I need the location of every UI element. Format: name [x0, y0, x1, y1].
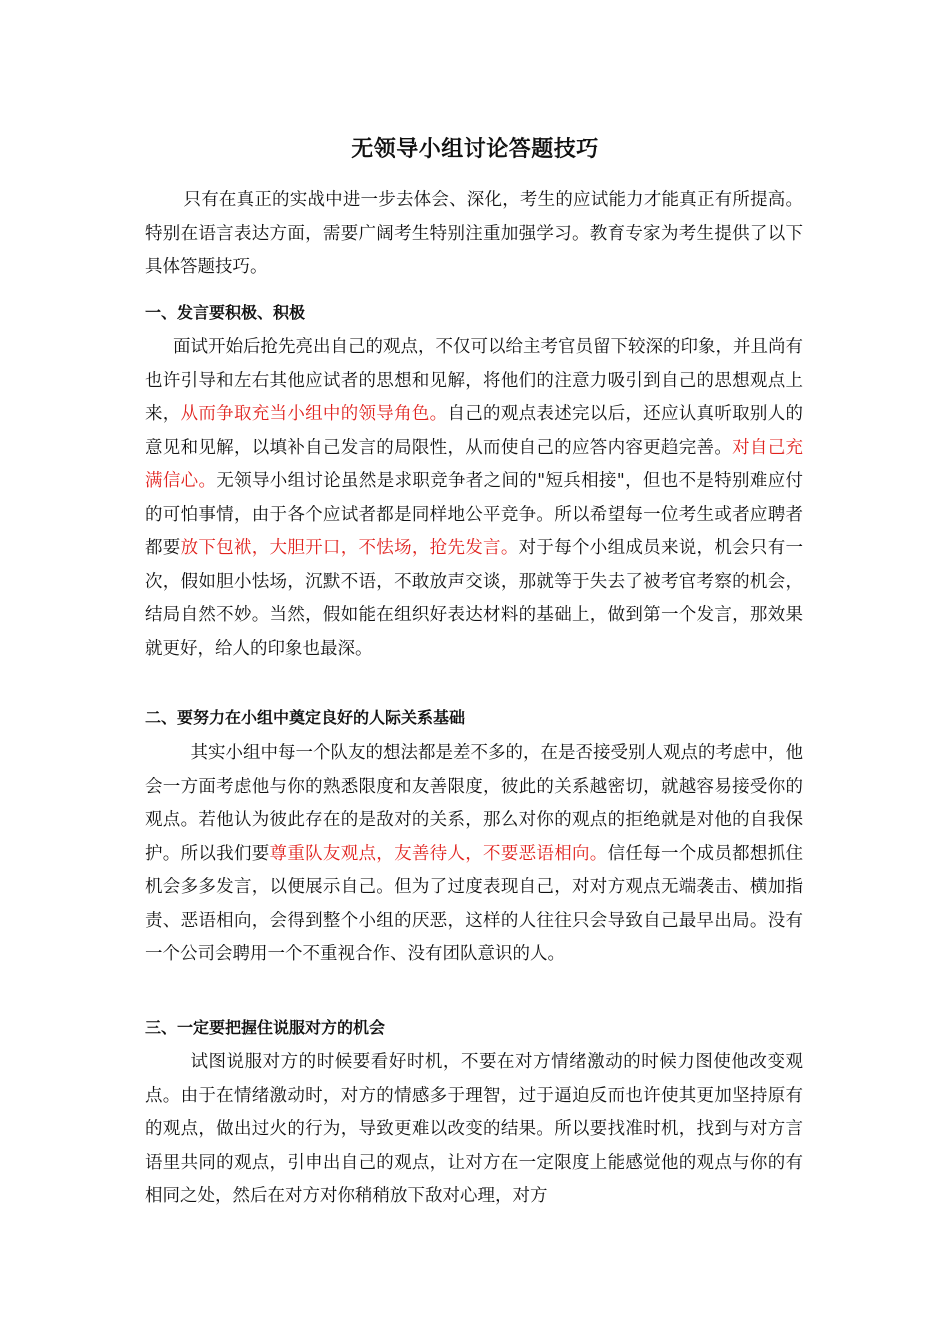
- section-1-highlight-b: 对自己充满信心。: [145, 437, 804, 491]
- section-1-text-b: 自己的观点表述完以后，还应认真听取别人的意见和见解，以填补自己发言的局限性，从而使自己的应答内容更趋完善。: [145, 404, 804, 458]
- section-1-text-a: 面试开始后抢先亮出自己的观点，不仅可以给主考官员留下较深的印象，并且尚有也许引导和左右其他应试者的思想和见解，将他们的注意力吸引到自己的思想观点上来，: [145, 337, 803, 424]
- section-1-highlight-a: 从而争取充当小组中的领导角色。: [180, 404, 448, 424]
- section-1-heading: 一、发言要积极、积极: [145, 303, 306, 322]
- section-2-paragraph: [145, 737, 803, 972]
- document-title: 无领导小组讨论答题技巧: [351, 137, 599, 162]
- section-2-heading: 二、要努力在小组中奠定良好的人际关系基础: [145, 708, 466, 727]
- intro-paragraph: 只有在真正的实战中进一步去体会、深化，考生的应试能力才能真正有所提高。特别在语言表达方面，需要广阔考生特别注重加强学习。教育专家为考生提供了以下具体答题技巧。: [145, 190, 803, 277]
- section-1-text-c: 无领导小组讨论虽然是求职竞争者之间的"短兵相接"，但也不是特别难应付的可怕事情，由于各个应试者都是同样地公平竞争。所以希望每一位考生或者应聘者都要: [145, 471, 803, 558]
- section-2-text-b: 信任每一个成员都想抓住机会多多发言，以便展示自己。但为了过度表现自己，对对方观点无端袭击、横加指责、恶语相向，会得到整个小组的厌恶，这样的人往往只会导致自己最早出局。没有一个公司会聘用一个不重视合作、没有团队意识的人。: [145, 843, 804, 964]
- section-1-paragraph: [145, 331, 803, 666]
- section-1-highlight-c: 放下包袱，大胆开口，不怯场，抢先发言。: [180, 538, 519, 558]
- section-3-paragraph: 试图说服对方的时候要看好时机，不要在对方情绪激动的时候力图使他改变观点。由于在情绪激动时，对方的情感多于理智，过于逼迫反而也许使其更加坚持原有的观点，做出过火的行为，导致更难以改变的结果。所以要找准时机，找到与对方言语里共同的观点，引申出自己的观点，让对方在一定限度上能感觉他的观点与你的有相同之处，然后在对方对你稍稍放下敌对心理，对方: [145, 1052, 803, 1206]
- section-2-text-a: 其实小组中每一个队友的想法都是差不多的，在是否接受别人观点的考虑中，他会一方面考虑他与你的熟悉限度和友善限度，彼此的关系越密切，就越容易接受你的观点。若他认为彼此存在的是敌对的关系，那么对你的观点的拒绝就是对他的自我保护。所以我们要: [145, 743, 803, 864]
- section-3-heading: 三、一定要把握住说服对方的机会: [145, 1018, 386, 1037]
- section-1-text-d: 对于每个小组成员来说，机会只有一次，假如胆小怯场，沉默不语，不敢放声交谈，那就等于失去了被考官考察的机会，结局自然不妙。当然，假如能在组织好表达材料的基础上，做到第一个发言，那效果就更好，给人的印象也最深。: [145, 538, 804, 659]
- section-2-highlight-a: 尊重队友观点，友善待人，不要恶语相向。: [269, 843, 608, 864]
